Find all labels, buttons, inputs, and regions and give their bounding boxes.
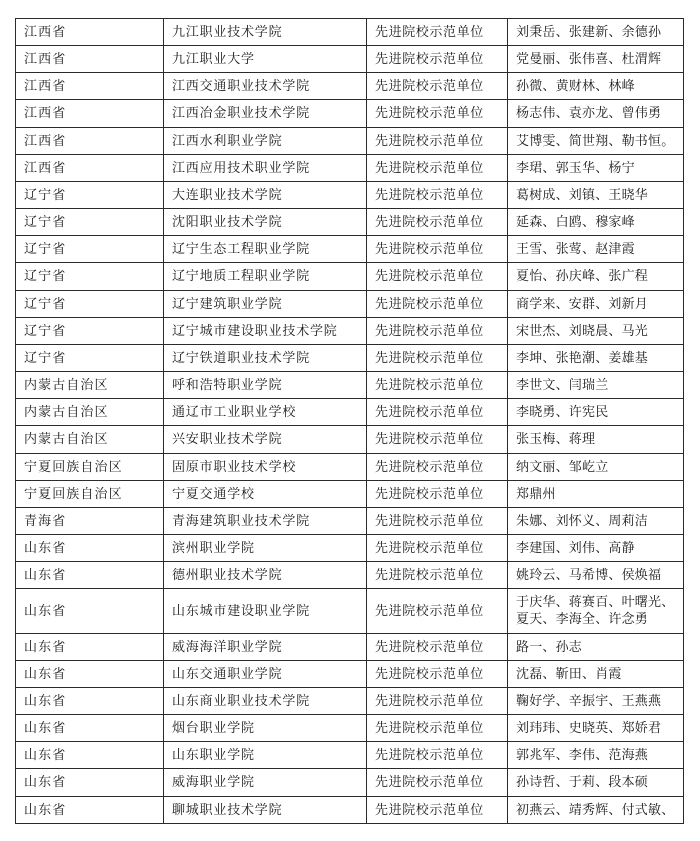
cell-province: 辽宁省 — [16, 236, 164, 263]
cell-honor: 先进院校示范单位 — [367, 154, 508, 181]
cell-honor: 先进院校示范单位 — [367, 507, 508, 534]
cell-honor: 先进院校示范单位 — [367, 426, 508, 453]
table-row — [16, 127, 684, 154]
table-row — [16, 181, 684, 208]
table-row — [16, 263, 684, 290]
cell-honor: 先进院校示范单位 — [367, 534, 508, 561]
cell-people: 商学来、安群、刘新月 — [508, 290, 684, 317]
cell-people: 葛树成、刘镇、王晓华 — [508, 181, 684, 208]
cell-people: 李建国、刘伟、高静 — [508, 534, 684, 561]
table-row — [16, 796, 684, 823]
cell-school: 山东城市建设职业学院 — [164, 589, 367, 633]
cell-honor: 先进院校示范单位 — [367, 660, 508, 687]
cell-school: 固原市职业技术学校 — [164, 453, 367, 480]
table-row — [16, 100, 684, 127]
cell-school: 兴安职业技术学院 — [164, 426, 367, 453]
table-row — [16, 633, 684, 660]
cell-province: 山东省 — [16, 715, 164, 742]
cell-honor: 先进院校示范单位 — [367, 46, 508, 73]
cell-honor: 先进院校示范单位 — [367, 236, 508, 263]
cell-school: 烟台职业学院 — [164, 715, 367, 742]
table-row — [16, 687, 684, 714]
cell-province: 辽宁省 — [16, 209, 164, 236]
cell-province: 江西省 — [16, 100, 164, 127]
cell-people: 李珺、郭玉华、杨宁 — [508, 154, 684, 181]
cell-people: 郭兆军、李伟、范海燕 — [508, 742, 684, 769]
cell-school: 山东交通职业学院 — [164, 660, 367, 687]
cell-people: 张玉梅、蒋理 — [508, 426, 684, 453]
cell-people: 于庆华、蒋赛百、叶曙光、夏天、李海全、许念勇 — [508, 589, 684, 633]
cell-people: 孙诗哲、于莉、段本硕 — [508, 769, 684, 796]
cell-province: 内蒙古自治区 — [16, 426, 164, 453]
cell-school: 大连职业技术学院 — [164, 181, 367, 208]
table-row — [16, 399, 684, 426]
table-row — [16, 534, 684, 561]
cell-people: 朱娜、刘怀义、周莉洁 — [508, 507, 684, 534]
table-row — [16, 453, 684, 480]
cell-school: 辽宁铁道职业技术学院 — [164, 344, 367, 371]
cell-honor: 先进院校示范单位 — [367, 715, 508, 742]
cell-honor: 先进院校示范单位 — [367, 19, 508, 46]
cell-province: 山东省 — [16, 742, 164, 769]
cell-school: 聊城职业技术学院 — [164, 796, 367, 823]
cell-province: 山东省 — [16, 796, 164, 823]
cell-people: 沈磊、靳田、肖霞 — [508, 660, 684, 687]
cell-province: 山东省 — [16, 769, 164, 796]
cell-province: 辽宁省 — [16, 181, 164, 208]
cell-people: 李晓勇、许宪民 — [508, 399, 684, 426]
cell-honor: 先进院校示范单位 — [367, 127, 508, 154]
cell-school: 滨州职业学院 — [164, 534, 367, 561]
cell-school: 威海职业学院 — [164, 769, 367, 796]
cell-people: 鞠好学、辛振宇、王燕燕 — [508, 687, 684, 714]
cell-people: 李坤、张艳潮、姜雄基 — [508, 344, 684, 371]
table-row — [16, 344, 684, 371]
cell-province: 内蒙古自治区 — [16, 399, 164, 426]
cell-people: 孙微、黄财林、林峰 — [508, 73, 684, 100]
cell-school: 沈阳职业技术学院 — [164, 209, 367, 236]
cell-people: 郑鼎州 — [508, 480, 684, 507]
table-row — [16, 742, 684, 769]
cell-honor: 先进院校示范单位 — [367, 796, 508, 823]
cell-province: 山东省 — [16, 687, 164, 714]
table-row — [16, 426, 684, 453]
cell-honor: 先进院校示范单位 — [367, 181, 508, 208]
cell-school: 山东商业职业技术学院 — [164, 687, 367, 714]
cell-people: 路一、孙志 — [508, 633, 684, 660]
cell-school: 江西应用技术职业学院 — [164, 154, 367, 181]
cell-people: 李世文、闫瑞兰 — [508, 372, 684, 399]
cell-people: 姚玲云、马希博、侯焕福 — [508, 562, 684, 589]
cell-school: 通辽市工业职业学校 — [164, 399, 367, 426]
cell-province: 内蒙古自治区 — [16, 372, 164, 399]
cell-school: 九江职业大学 — [164, 46, 367, 73]
cell-honor: 先进院校示范单位 — [367, 100, 508, 127]
cell-honor: 先进院校示范单位 — [367, 263, 508, 290]
cell-people: 王雪、张莺、赵津霞 — [508, 236, 684, 263]
cell-honor: 先进院校示范单位 — [367, 480, 508, 507]
cell-honor: 先进院校示范单位 — [367, 687, 508, 714]
cell-school: 江西冶金职业技术学院 — [164, 100, 367, 127]
cell-province: 山东省 — [16, 660, 164, 687]
cell-people: 杨志伟、袁亦龙、曾伟勇 — [508, 100, 684, 127]
cell-province: 辽宁省 — [16, 344, 164, 371]
table-row — [16, 715, 684, 742]
cell-province: 山东省 — [16, 589, 164, 633]
cell-school: 九江职业技术学院 — [164, 19, 367, 46]
table-row — [16, 317, 684, 344]
table-row — [16, 46, 684, 73]
cell-honor: 先进院校示范单位 — [367, 633, 508, 660]
cell-school: 辽宁建筑职业学院 — [164, 290, 367, 317]
award-roster-table — [15, 18, 684, 824]
table-row — [16, 154, 684, 181]
cell-province: 山东省 — [16, 633, 164, 660]
cell-honor: 先进院校示范单位 — [367, 317, 508, 344]
cell-people: 纳文丽、邹屹立 — [508, 453, 684, 480]
table-row — [16, 73, 684, 100]
cell-people: 刘玮玮、史晓英、郑娇君 — [508, 715, 684, 742]
cell-honor: 先进院校示范单位 — [367, 742, 508, 769]
cell-honor: 先进院校示范单位 — [367, 399, 508, 426]
table-row — [16, 290, 684, 317]
cell-school: 江西交通职业技术学院 — [164, 73, 367, 100]
cell-people: 夏怡、孙庆峰、张广程 — [508, 263, 684, 290]
cell-people: 刘秉岳、张建新、余德孙 — [508, 19, 684, 46]
cell-honor: 先进院校示范单位 — [367, 290, 508, 317]
cell-school: 宁夏交通学校 — [164, 480, 367, 507]
table-row — [16, 372, 684, 399]
cell-honor: 先进院校示范单位 — [367, 209, 508, 236]
cell-honor: 先进院校示范单位 — [367, 73, 508, 100]
cell-school: 德州职业技术学院 — [164, 562, 367, 589]
table-row — [16, 769, 684, 796]
cell-school: 威海海洋职业学院 — [164, 633, 367, 660]
table-row — [16, 507, 684, 534]
cell-honor: 先进院校示范单位 — [367, 769, 508, 796]
cell-honor: 先进院校示范单位 — [367, 372, 508, 399]
cell-honor: 先进院校示范单位 — [367, 453, 508, 480]
cell-province: 山东省 — [16, 534, 164, 561]
cell-province: 宁夏回族自治区 — [16, 453, 164, 480]
cell-school: 江西水利职业学院 — [164, 127, 367, 154]
cell-province: 辽宁省 — [16, 290, 164, 317]
cell-province: 辽宁省 — [16, 317, 164, 344]
table-row — [16, 589, 684, 633]
cell-school: 辽宁地质工程职业学院 — [164, 263, 367, 290]
cell-people: 宋世杰、刘晓晨、马光 — [508, 317, 684, 344]
cell-province: 辽宁省 — [16, 263, 164, 290]
table-row — [16, 562, 684, 589]
cell-school: 呼和浩特职业学院 — [164, 372, 367, 399]
cell-honor: 先进院校示范单位 — [367, 589, 508, 633]
cell-people: 艾博雯、简世翔、勒书恒。 — [508, 127, 684, 154]
cell-school: 辽宁生态工程职业学院 — [164, 236, 367, 263]
cell-honor: 先进院校示范单位 — [367, 344, 508, 371]
table-row — [16, 19, 684, 46]
cell-province: 江西省 — [16, 73, 164, 100]
cell-school: 辽宁城市建设职业技术学院 — [164, 317, 367, 344]
cell-province: 江西省 — [16, 46, 164, 73]
cell-province: 青海省 — [16, 507, 164, 534]
cell-people: 延森、白鸥、穆家峰 — [508, 209, 684, 236]
cell-school: 青海建筑职业技术学院 — [164, 507, 367, 534]
cell-province: 江西省 — [16, 154, 164, 181]
cell-school: 山东职业学院 — [164, 742, 367, 769]
cell-province: 山东省 — [16, 562, 164, 589]
table-row — [16, 480, 684, 507]
cell-province: 江西省 — [16, 19, 164, 46]
table-row — [16, 236, 684, 263]
cell-province: 宁夏回族自治区 — [16, 480, 164, 507]
table-body — [16, 19, 684, 824]
table-row — [16, 660, 684, 687]
cell-people: 初燕云、靖秀辉、付式敏、 — [508, 796, 684, 823]
cell-honor: 先进院校示范单位 — [367, 562, 508, 589]
cell-people: 党曼丽、张伟喜、杜渭辉 — [508, 46, 684, 73]
cell-province: 江西省 — [16, 127, 164, 154]
table-row — [16, 209, 684, 236]
